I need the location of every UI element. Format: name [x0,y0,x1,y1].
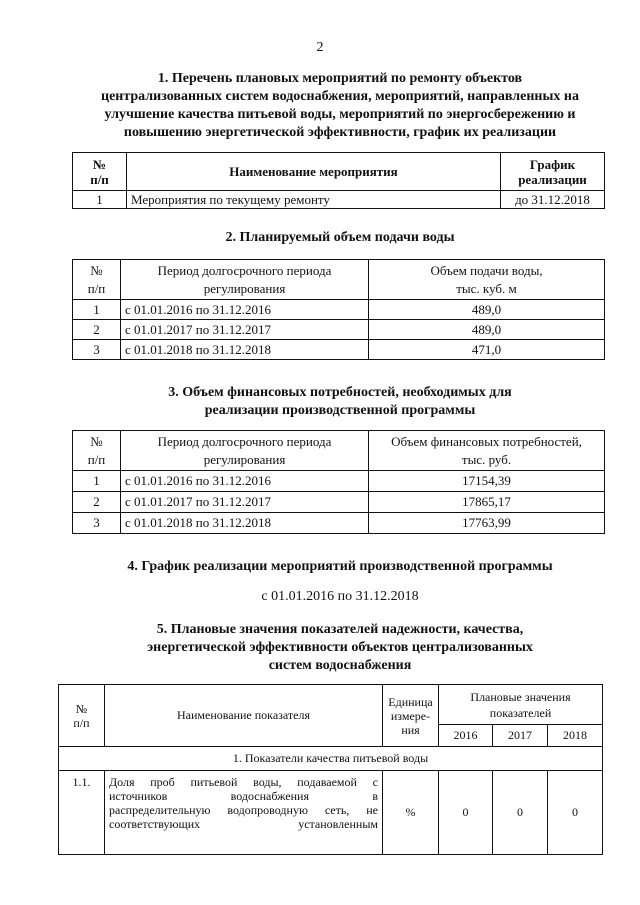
cell-no: 2 [73,492,121,513]
cell-no: 1 [73,300,121,320]
section-2-title: 2. Планируемый объем подачи воды [225,230,455,245]
table-row [73,513,605,534]
cell-finance: 17154,39 [369,471,605,492]
section-3-table [72,430,605,534]
table-row [59,771,603,855]
table-header-row [73,431,605,471]
header-finance: Объем финансовых потребностей, тыс. руб. [369,431,605,471]
section-1-table [72,152,605,209]
cell-name: Мероприятия по текущему ремонту [127,191,501,209]
cell-no: 3 [73,513,121,534]
header-year-2017: 2017 [493,725,548,747]
header-year-2018: 2018 [548,725,603,747]
header-no: № п/п [59,685,105,747]
cell-period: с 01.01.2016 по 31.12.2016 [121,300,369,320]
section-3-title: 3. Объем финансовых потребностей, необходимых для реализации производственной программы [168,385,512,418]
header-period: Период долгосрочного периода регулирования [121,260,369,300]
cell-volume: 489,0 [369,300,605,320]
section-5-table [58,684,603,855]
section-5-title: 5. Плановые значения показателей надежности, качества, энергетической эффективности объектов централизованных систем водоснабжения [147,622,533,673]
cell-no: 1.1. [59,771,105,855]
table-header-row [73,153,605,191]
section-4-period: с 01.01.2016 по 31.12.2018 [261,589,419,604]
header-indicator-name: Наименование показателя [105,685,383,747]
cell-date: до 31.12.2018 [501,191,605,209]
cell-period: с 01.01.2018 по 31.12.2018 [121,340,369,360]
cell-no: 3 [73,340,121,360]
section-4-title: 4. График реализации мероприятий производственной программы [127,559,553,574]
cell-finance: 17865,17 [369,492,605,513]
cell-no: 1 [73,191,127,209]
cell-period: с 01.01.2016 по 31.12.2016 [121,471,369,492]
header-schedule: График реализации [501,153,605,191]
page-number: 2 [316,40,324,55]
table-row [73,340,605,360]
cell-period: с 01.01.2018 по 31.12.2018 [121,513,369,534]
cell-value-2018: 0 [548,771,603,855]
cell-unit: % [383,771,439,855]
header-no: № п/п [73,260,121,300]
header-no: № п/п [73,153,127,191]
table-row [73,191,605,209]
header-no: № п/п [73,431,121,471]
cell-finance: 17763,99 [369,513,605,534]
cell-period: с 01.01.2017 по 31.12.2017 [121,492,369,513]
cell-indicator-name: Доля проб питьевой воды, подаваемой с источников водоснабжения в распределительную водопроводную сеть, не соответствующих установленным [105,771,383,855]
table-row [73,471,605,492]
cell-period: с 01.01.2017 по 31.12.2017 [121,320,369,340]
header-period: Период долгосрочного периода регулирования [121,431,369,471]
header-volume: Объем подачи воды, тыс. куб. м [369,260,605,300]
section-2-table [72,259,605,360]
table-header-row [59,685,603,725]
cell-volume: 471,0 [369,340,605,360]
table-header-row [73,260,605,300]
cell-value-2017: 0 [493,771,548,855]
cell-value-2016: 0 [439,771,493,855]
cell-volume: 489,0 [369,320,605,340]
table-row [73,300,605,320]
header-year-2016: 2016 [439,725,493,747]
cell-no: 2 [73,320,121,340]
header-name: Наименование мероприятия [127,153,501,191]
group-quality-title: 1. Показатели качества питьевой воды [59,747,603,771]
cell-no: 1 [73,471,121,492]
table-group-row [59,747,603,771]
table-row [73,320,605,340]
header-unit: Единица измере- ния [383,685,439,747]
section-1-title: 1. Перечень плановых мероприятий по ремонту объектов централизованных систем водоснабжения, мероприятий, направленных на улучшение качества питьевой воды, мероприятий по энергосбережению и повышению энергетической эффективности, график их реализации [101,71,579,140]
table-row [73,492,605,513]
header-planned-values: Плановые значения показателей [439,685,603,725]
